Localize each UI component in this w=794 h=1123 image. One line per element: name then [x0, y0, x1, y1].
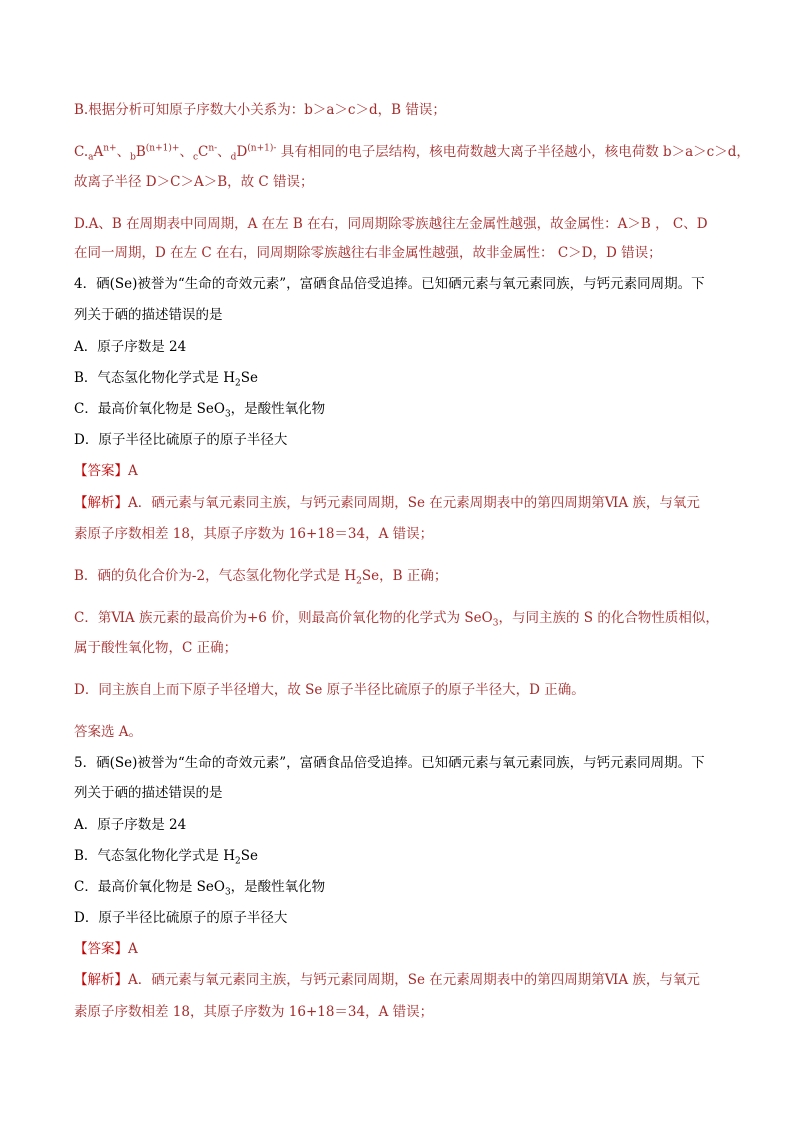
q4-analysis-c-line-1: C．第ⅥA 族元素的最高价为+6 价，则最高价氧化物的化学式为 SeO$_3$，与同主族的 S 的化合物性质相似， — [74, 610, 719, 629]
answer-tag: 【答案】 — [74, 941, 128, 957]
analysis-d-line-1: D.A、B 在周期表中同周期，A 在左 B 在右，同周期除零族越往左金属性越强，故金属性：A＞B ， C、D — [74, 216, 708, 232]
analysis-d-line-2: 在同一周期，D 在左 C 在右，同周期除零族越往右非金属性越强，故非金属性： C＞D，D 错误； — [74, 245, 662, 261]
q5-stem-line-2: 列关于硒的描述错误的是 — [74, 785, 223, 801]
q5-option-a: A．原子序数是 24 — [74, 817, 187, 833]
answer-value: A — [128, 463, 138, 479]
q4-analysis-d: D．同主族自上而下原子半径增大，故 Se 原子半径比硫原子的原子半径大，D 正确。 — [74, 682, 585, 698]
q4-analysis-a-line-2: 素原子序数相差 18，其原子序数为 16+18＝34，A 错误； — [74, 526, 434, 542]
q5-answer — [74, 939, 138, 959]
q4-option-c: C．最高价氧化物是 SeO$_3$，是酸性氧化物 — [74, 401, 326, 420]
analysis-c-line-1: $C._aA^{n+}$、$_bB^{(n+1)+}$、$_cC^{n-}$、$_dD^{(n+1)-}$ 具有相同的电子层结构，核电荷数越大离子半径越小，核电荷数 b＞a＞c＞d， — [74, 143, 750, 163]
q4-answer — [74, 461, 138, 481]
analysis-tag: 【解析】 — [74, 495, 128, 511]
q4-stem-line-2: 列关于硒的描述错误的是 — [74, 307, 223, 323]
q5-stem-line-1: 5．硒(Se)被誉为“生命的奇效元素”，富硒食品倍受追捧。已知硒元素与氧元素同族，与钙元素同周期。下 — [74, 755, 705, 771]
q5-option-d: D．原子半径比硫原子的原子半径大 — [74, 910, 288, 926]
q5-analysis-a-line-2: 素原子序数相差 18，其原子序数为 16+18＝34，A 错误； — [74, 1004, 434, 1020]
analysis-b-line: B.根据分析可知原子序数大小关系为：b＞a＞c＞d，B 错误； — [74, 102, 446, 118]
ion-list: $C._aA^{n+}$、$_bB^{(n+1)+}$、$_cC^{n-}$、$_dD^{(n+1)-}$ — [74, 143, 277, 163]
q5-option-b: B．气态氢化物化学式是 $H_2Se$ — [74, 848, 258, 867]
q4-analysis-a-line-1: 【解析】A．硒元素与氧元素同主族，与钙元素同周期，Se 在元素周期表中的第四周期第ⅥA 族，与氧元 — [74, 495, 700, 511]
q4-option-b: B．气态氢化物化学式是 $H_2Se$ — [74, 370, 258, 389]
q5-option-c: C．最高价氧化物是 SeO$_3$，是酸性氧化物 — [74, 879, 326, 898]
q4-final-answer: 答案选 A。 — [74, 724, 143, 740]
q4-analysis-b: B．硒的负化合价为-2，气态氢化物化学式是 $H_2Se$，B 正确； — [74, 568, 448, 587]
q5-analysis-a-line-1: 【解析】A．硒元素与氧元素同主族，与钙元素同周期，Se 在元素周期表中的第四周期第ⅥA 族，与氧元 — [74, 972, 700, 988]
answer-tag: 【答案】 — [74, 463, 128, 479]
q4-option-a: A．原子序数是 24 — [74, 339, 187, 355]
analysis-c-line-2: 故离子半径 D＞C＞A＞B，故 C 错误； — [74, 174, 314, 190]
answer-value: A — [128, 941, 138, 957]
q4-analysis-c-line-2: 属于酸性氧化物，C 正确； — [74, 640, 238, 656]
q4-stem-line-1: 4．硒(Se)被誉为“生命的奇效元素”，富硒食品倍受追捧。已知硒元素与氧元素同族，与钙元素同周期。下 — [74, 276, 705, 292]
analysis-tag: 【解析】 — [74, 972, 128, 988]
q4-option-d: D．原子半径比硫原子的原子半径大 — [74, 432, 288, 448]
